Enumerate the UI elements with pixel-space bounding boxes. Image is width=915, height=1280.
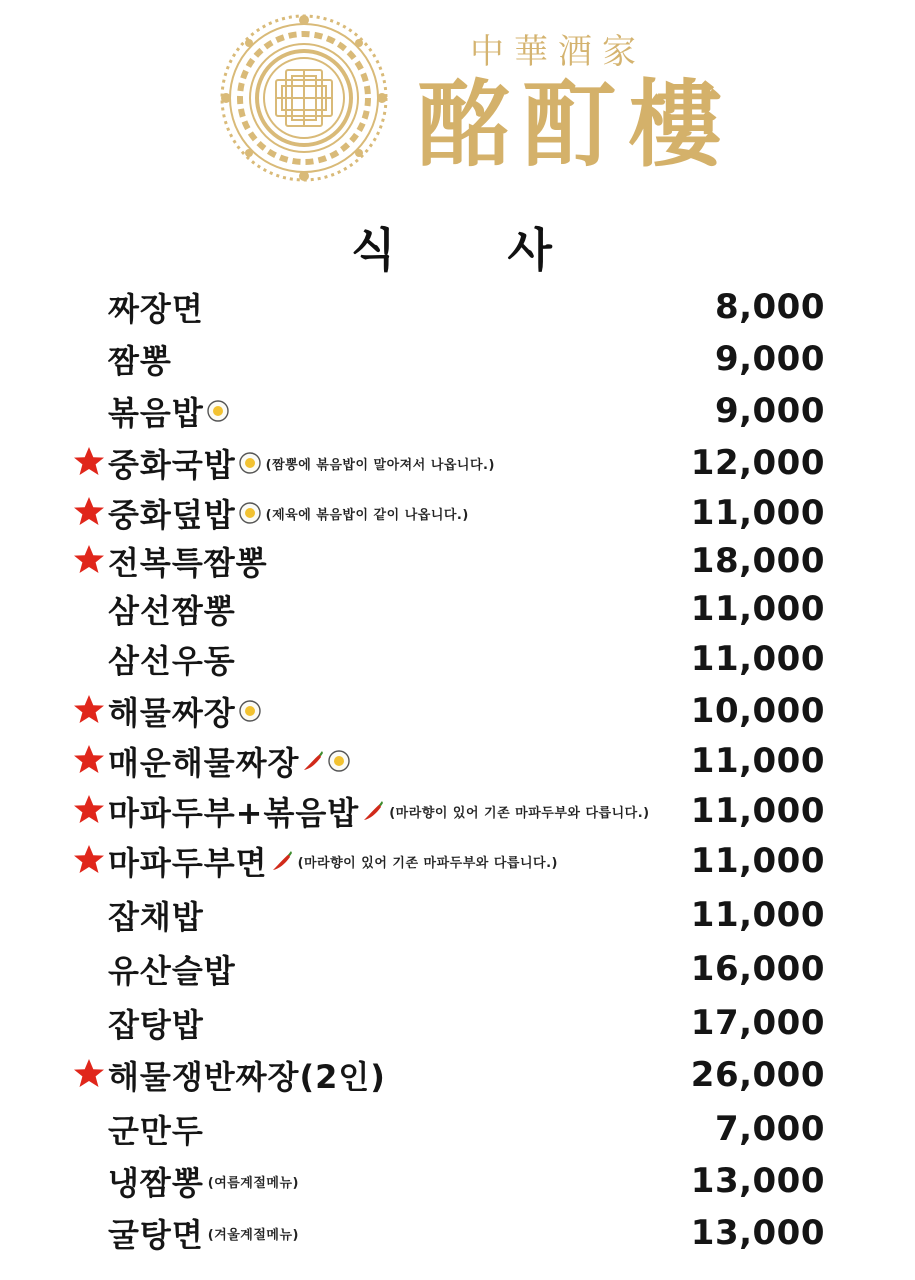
ornamental-medallion-icon (218, 12, 390, 184)
menu-item-name-group (108, 1104, 204, 1154)
star-icon (73, 1058, 105, 1090)
menu-item-name-group (108, 786, 650, 836)
menu-item-price: 11,000 (690, 493, 825, 533)
menu-item-price: 17,000 (690, 1003, 825, 1043)
restaurant-name: 酩酊樓 (416, 70, 735, 180)
menu-item-name-group (108, 488, 469, 538)
fried-egg-icon (238, 451, 262, 475)
menu-item-name: 마파두부면 (108, 844, 268, 882)
menu-item-name-group (108, 634, 236, 684)
header (0, 0, 915, 200)
menu-item-name: 매운해물짜장 (108, 744, 300, 782)
menu-item-name-group (108, 1050, 386, 1100)
chili-pepper-icon (270, 849, 294, 873)
menu-item-price: 9,000 (714, 391, 825, 431)
section-title: 식 사 (351, 223, 600, 277)
chili-pepper-icon (301, 749, 325, 773)
menu-item (0, 786, 915, 836)
menu-item-name: 중화덮밥 (108, 496, 236, 534)
menu-item (0, 736, 915, 786)
menu-item-note: (여름계절메뉴) (207, 1175, 299, 1191)
menu-item-name-group (108, 998, 204, 1048)
star-icon (73, 694, 105, 726)
star-icon (73, 794, 105, 826)
menu-item-price: 18,000 (690, 541, 825, 581)
menu-item-price: 11,000 (690, 639, 825, 679)
menu-item (0, 488, 915, 538)
menu-item-name-group (108, 282, 204, 332)
menu-item-note: (겨울계절메뉴) (207, 1227, 299, 1243)
menu-item-price: 11,000 (690, 589, 825, 629)
menu-item (0, 998, 915, 1048)
menu-item-name-group (108, 736, 351, 786)
menu-item (0, 890, 915, 940)
menu-item-name: 잡채밥 (108, 898, 204, 936)
fried-egg-icon (238, 699, 262, 723)
menu-item-name-group (108, 686, 262, 736)
menu-item-price: 11,000 (690, 841, 825, 881)
menu-item (0, 282, 915, 332)
menu-item-price: 26,000 (690, 1055, 825, 1095)
menu-item (0, 634, 915, 684)
menu-item-note: (마라향이 있어 기존 마파두부와 다릅니다.) (389, 805, 650, 821)
menu-item-name: 삼선우동 (108, 642, 236, 680)
star-icon (73, 844, 105, 876)
menu-item-name-group (108, 334, 172, 384)
menu-item (0, 584, 915, 634)
menu-item-price: 7,000 (714, 1109, 825, 1149)
menu-item-price: 8,000 (714, 287, 825, 327)
menu-item-name-group (108, 536, 268, 586)
menu-item-price: 13,000 (690, 1213, 825, 1253)
menu-item-name: 중화국밥 (108, 446, 236, 484)
menu-item-name: 냉짬뽕 (108, 1164, 204, 1202)
menu-item-name-group (108, 1156, 299, 1206)
menu-item-price: 12,000 (690, 443, 825, 483)
star-icon (73, 446, 105, 478)
menu-item-name: 마파두부+볶음밥 (108, 794, 360, 832)
menu-item (0, 1104, 915, 1154)
menu-item-price: 13,000 (690, 1161, 825, 1201)
menu-item-name-group (108, 584, 236, 634)
menu-item-price: 11,000 (690, 791, 825, 831)
star-icon (73, 544, 105, 576)
star-icon (73, 744, 105, 776)
menu-item (0, 536, 915, 586)
menu-item-name: 잡탕밥 (108, 1006, 204, 1044)
menu-item-name-group (108, 386, 230, 436)
menu-item-price: 11,000 (690, 741, 825, 781)
menu-item-name: 짬뽕 (108, 342, 172, 380)
fried-egg-icon (238, 501, 262, 525)
menu-item-name: 짜장면 (108, 290, 204, 328)
menu-item-name: 볶음밥 (108, 394, 204, 432)
menu-item-name-group (108, 890, 204, 940)
menu-item-name: 군만두 (108, 1112, 204, 1150)
menu-item (0, 334, 915, 384)
restaurant-subtitle: 中華酒家 (470, 32, 646, 72)
menu-item (0, 1156, 915, 1206)
menu-item-price: 10,000 (690, 691, 825, 731)
menu-item-price: 16,000 (690, 949, 825, 989)
menu-item-note: (제육에 볶음밥이 같이 나옵니다.) (265, 507, 469, 523)
menu-item-name: 전복특짬뽕 (108, 544, 268, 582)
menu-item-name: 해물쟁반짜장(2인) (108, 1058, 386, 1096)
menu-item-price: 11,000 (690, 895, 825, 935)
menu-item-name: 굴탕면 (108, 1216, 204, 1254)
fried-egg-icon (327, 749, 351, 773)
menu-item (0, 944, 915, 994)
menu-item-name-group (108, 438, 495, 488)
menu-item-name-group (108, 836, 558, 886)
menu-item-name: 해물짜장 (108, 694, 236, 732)
menu-item (0, 686, 915, 736)
menu-item (0, 386, 915, 436)
menu-item-name-group (108, 1208, 299, 1258)
fried-egg-icon (206, 399, 230, 423)
menu-item (0, 438, 915, 488)
menu-item-name: 삼선짬뽕 (108, 592, 236, 630)
menu-item-price: 9,000 (714, 339, 825, 379)
star-icon (73, 496, 105, 528)
menu-item-note: (마라향이 있어 기존 마파두부와 다릅니다.) (297, 855, 558, 871)
chili-pepper-icon (361, 799, 385, 823)
menu-item (0, 836, 915, 886)
menu-item-name-group (108, 944, 236, 994)
menu-item (0, 1208, 915, 1258)
menu-item (0, 1050, 915, 1100)
menu-item-note: (짬뽕에 볶음밥이 말아져서 나옵니다.) (265, 457, 495, 473)
menu-item-name: 유산슬밥 (108, 952, 236, 990)
